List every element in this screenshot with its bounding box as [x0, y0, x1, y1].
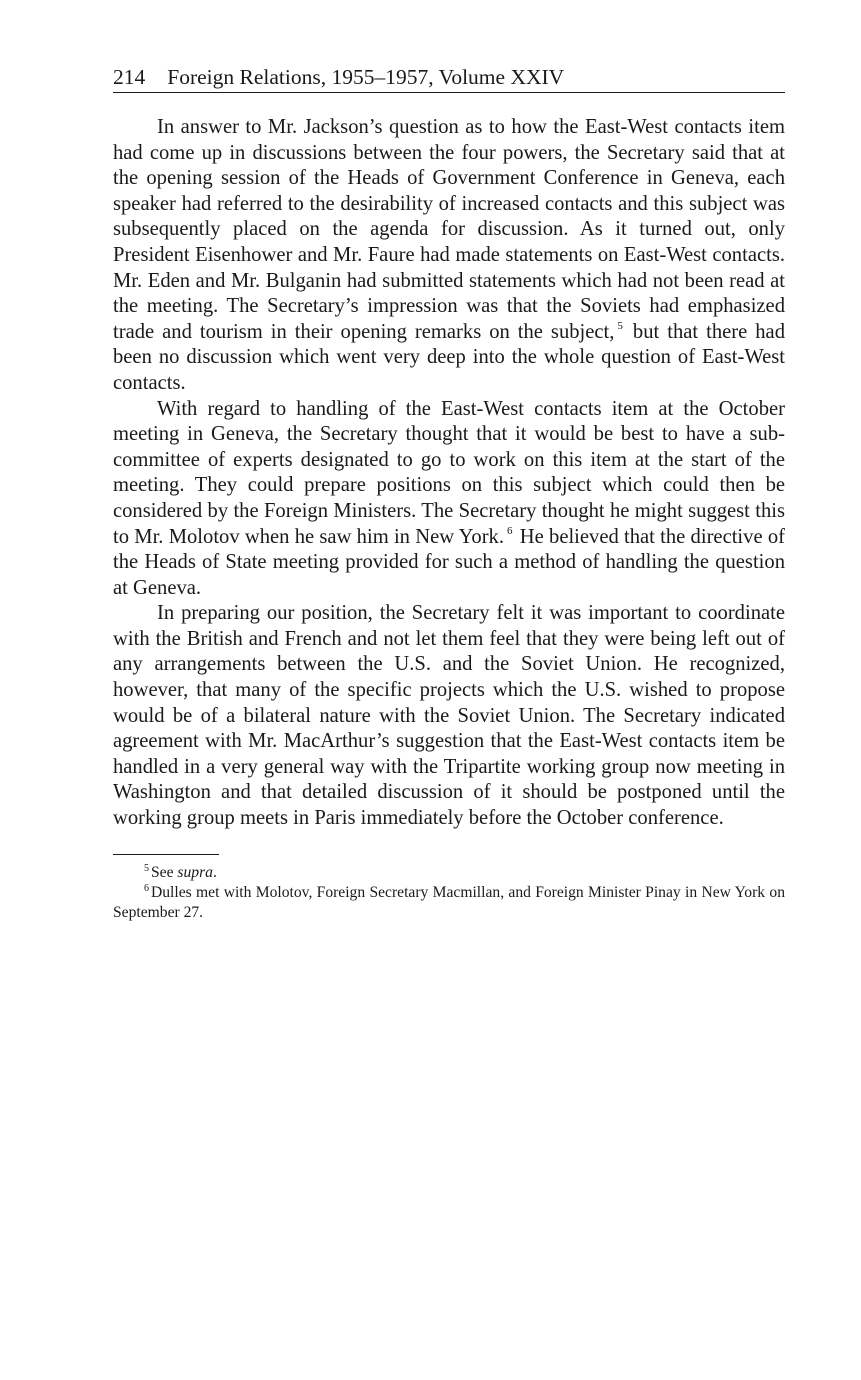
- footnote-ref-6[interactable]: 6: [507, 524, 513, 537]
- footnote-divider: [113, 854, 219, 855]
- running-head-title: Foreign Relations, 1955–1957, Volume XXIV: [167, 65, 565, 89]
- footnote-6: [113, 883, 785, 923]
- footnote-text: Dulles met with Molotov, Foreign Secretary Macmillan, and Foreign Minister Pinay in New York on September 27.: [113, 883, 785, 921]
- running-head: [113, 62, 785, 93]
- paragraph-1-text-a: In answer to Mr. Jackson’s question as to how the East-West contacts item had come up in discussions between the four powers, the Secretary said that at the opening session of the Heads of Government Conference in Geneva, each speaker had referred to the desirability of increased contacts and this subject was subsequently placed on the agenda for discussion. As it turned out, only President Eisenhower and Mr. Faure had made statements on East-West contacts. Mr. Eden and Mr. Bulganin had submitted statements which had not been read at the meeting. The Secretary’s impression was that the Soviets had emphasized trade and tourism in their opening remarks on the subject,: [113, 116, 785, 343]
- footnote-5: [113, 863, 785, 883]
- footnote-ref-5[interactable]: 5: [617, 319, 623, 332]
- body-text: [113, 115, 785, 832]
- paragraph-2-text-a: With regard to handling of the East-West contacts item at the October meeting in Geneva, the Secretary thought that it would be best to have a sub-committee of experts designated to go to work on this item at the start of the meeting. They could prepare positions on this subject which could then be considered by the Foreign Ministers. The Secretary thought he might suggest this to Mr. Molotov when he saw him in New York.: [113, 397, 785, 548]
- document-page: [113, 62, 785, 923]
- footnote-number: 5: [144, 862, 149, 874]
- footnotes: [113, 863, 785, 923]
- footnote-emphasis: supra: [177, 863, 213, 881]
- paragraph-1: [113, 115, 785, 397]
- page-number: 214: [113, 65, 146, 89]
- footnote-text: See: [151, 863, 174, 881]
- paragraph-2: [113, 397, 785, 602]
- footnote-number: 6: [144, 882, 149, 894]
- paragraph-3: In preparing our position, the Secretary felt it was important to coordinate with the British and French and not let them feel that they were being left out of any arrangements between the U.S. and the Soviet Union. He recognized, however, that many of the specific projects which the U.S. wished to propose would be of a bilateral nature with the Soviet Union. The Secretary indicated agreement with Mr. MacArthur’s suggestion that the East-West contacts item be handled in a very general way with the Tripartite working group now meeting in Washington and that detailed discussion of it should be postponed until the working group meets in Paris immediately before the October conference.: [113, 602, 785, 830]
- paragraph-2-text-b: He believed that the directive of the Heads of State meeting provided for such a method of handling the question at Geneva.: [113, 525, 785, 599]
- footnote-trailing: .: [212, 863, 217, 881]
- paragraph-1-text-b: but that there had been no discussion which went very deep into the whole question of East-West contacts.: [113, 320, 785, 394]
